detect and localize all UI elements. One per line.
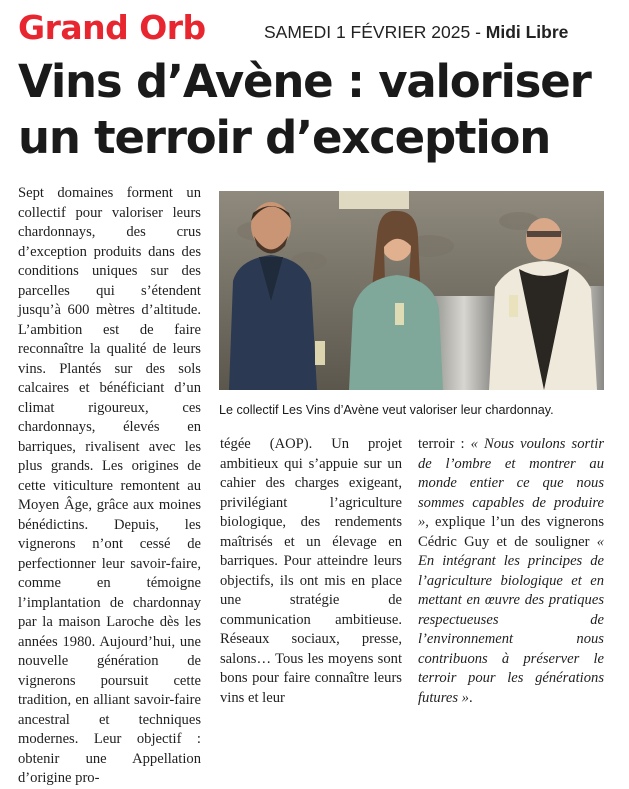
quote-1: « Nous voulons sortir de l’ombre et montrer au monde entier ce que nous sommes capables de produire » xyxy=(418,436,604,530)
dateline xyxy=(264,21,568,43)
dateline-separator: - xyxy=(470,22,486,42)
column-1-text: Sept domaines forment un collectif pour valoriser leurs chardonnays, des crus d’exception produits dans des conditions uniques sur des parcelles qui s’étendent jusqu’à 600 mètres d’altitude. L’ambition est de faire reconnaître la qualité de leurs vins. Plantés sur des sols calcaires et bénéficiant d’un climat rigoureux, ces chardonnays, élevés en barriques, rivalisent avec les plus grands. Les origines de cette viticulture remontent au Moyen Âge, grâce aux moines bénédictins. Depuis, les vignerons n’ont cessé de perfectionner leur savoir-faire, comme en témoigne l’implantation de chardonnay par la maison Laroche dès les années 1980. Aujourd’hui, une nouvelle génération de vignerons poursuit cette tradition, en alliant savoir-faire ancestral et techniques modernes. Leur objectif : obtenir une Appellation d’origine pro- xyxy=(18,185,201,786)
article-photo xyxy=(219,191,604,390)
publication-name: Midi Libre xyxy=(485,22,569,42)
article-column-1 xyxy=(18,184,201,789)
column-3-lead: terroir : xyxy=(418,436,471,452)
column-3-mid: , explique l’un des vignerons Cédric Guy et de souligner xyxy=(418,514,604,550)
column-2-text: tégée (AOP). Un projet ambitieux qui s’appuie sur un cahier des charges exigeant, privilégiant l’agriculture biologique, des rendements maîtrisés et un élevage en barriques. Pour atteindre leurs objectifs, ils ont mis en place une stratégie de communication ambitieuse. Réseaux sociaux, presse, salons… Tous les moyens sont bons pour faire connaître leurs vins et leur xyxy=(220,436,402,706)
photo-caption: Le collectif Les Vins d’Avène veut valoriser leur chardonnay. xyxy=(219,403,554,417)
article-column-3 xyxy=(418,435,604,708)
photo-illustration xyxy=(219,191,604,390)
section-title: Grand Orb xyxy=(18,8,206,47)
article-column-2 xyxy=(220,435,402,708)
quote-2: « En intégrant les principes de l’agriculture biologique et en mettant en œuvre des pratiques respectueuses de l’environnement nous contribuons à préserver le terroir pour les générations futures » xyxy=(418,533,604,706)
column-3-text xyxy=(418,435,604,708)
headline: Vins d’Avène : valoriser un terroir d’exception xyxy=(18,55,591,164)
date: SAMEDI 1 FÉVRIER 2025 xyxy=(264,22,471,42)
column-3-end: . xyxy=(468,689,473,706)
